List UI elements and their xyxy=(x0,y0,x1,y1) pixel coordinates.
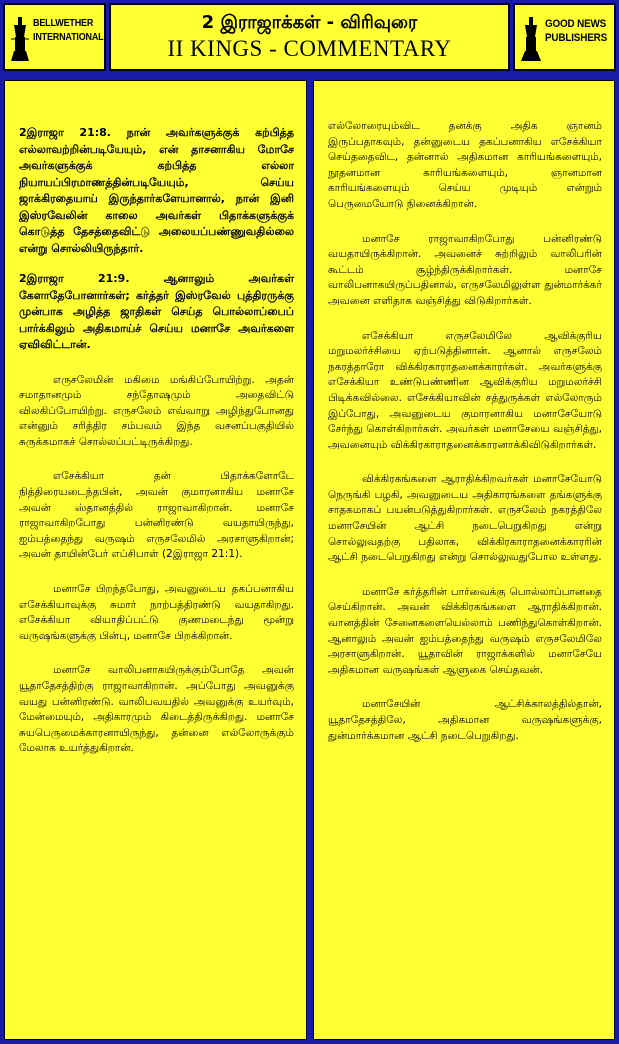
verse-21-9: 2இராஜா 21:9. ஆனாலும் அவர்கள் கேளாதேபோனார்கள்; கர்த்தர் இஸ்ரவேல் புத்திரருக்கு முன்பாக அழித்த ஜாதிகள் செய்த பொல்லாப்பைப் பார்க்கிலும் அதிகமாய்ச் செய்ய மனாசே அவர்களை ஏவிவிட்டான். xyxy=(19,272,294,351)
publisher-logo-left xyxy=(3,3,106,71)
commentary-paragraph: எசேக்கியா தன் பிதாக்களோடே நித்திரையடைந்தபின், அவன் குமாரனாகிய மனாசே அவன் ஸ்தானத்தில் ராஜாவாகிறான். மனாசே ராஜாவாகிறபோது பன்னிரண்டு வயதாயிருந்து, ஐம்பத்தைந்து வருஷம் எருசலேமில் அரசாளுகிறான்; அவன் தாயின்பேர் எப்சிபாள் (2இராஜா 21:1). xyxy=(19,470,294,561)
title-english: II KINGS - COMMENTARY xyxy=(167,36,452,61)
title-box xyxy=(109,3,510,71)
publisher-logo-right xyxy=(513,3,616,71)
verse-21-8: 2இராஜா 21:8. நான் அவர்களுக்குக் கற்பித்த எல்லாவற்றின்படியேயும், என் தாசனாகிய மோசே அவர்களுக்குக் கற்பித்த எல்லா நியாயப்பிரமாணத்தின்படியேயும், செய்ய ஜாக்கிரதையாய் இருந்தார்களேயானால், நான் இனி இஸ்ரவேலின் காலை அவர்கள் பிதாக்களுக்குக் கொடுத்த தேசத்தைவிட்டு அலையப்பண்ணுவதில்லை என்று சொல்லியிருந்தார். xyxy=(19,126,294,255)
commentary-paragraph: மனாசேயின் ஆட்சிக்காலத்தில்தான், யூதாதேசத்திலே, அதிகமான வருஷங்களுக்கு, துன்மார்க்கமான ஆட்சி நடைபெறுகிறது. xyxy=(328,698,602,742)
commentary-paragraph: எல்லோரையும்விட தனக்கு அதிக ஞானம் இருப்பதாகவும், தன்னுடைய தகப்பனாகிய எசேக்கியா செய்ததைவிட, தன்னால் அதிகமான காரியங்களையும், நூதனமான காரியங்களையும், ஞானமான காரியங்களையும் செய்ய முடியும் என்றும் பெருமையோடு நினைக்கிறான். xyxy=(328,120,602,210)
logo-left-line-1: BELLWETHER xyxy=(33,18,94,29)
bell-tower-icon xyxy=(521,17,541,61)
logo-right-line-1: GOOD NEWS xyxy=(545,18,607,30)
title-tamil: 2 இராஜாக்கள் - விரிவுரை xyxy=(201,12,418,33)
commentary-paragraph: மனாசே கர்த்தரின் பார்வைக்கு பொல்லாப்பானதை செய்கிறான். அவன் விக்கிரகங்களை ஆராதிக்கிறான். வானத்தின் சேனைகளையெல்லாம் பணிந்துகொள்கிறான். ஆனாலும் அவன் ஐம்பத்தைந்து வருஷம் எருசலேமிலே அரசாளுகிறான். யூதாவின் ராஜாக்களில் மனாசேயே அதிகமான வருஷங்கள் ஆளுகை செய்தவன். xyxy=(328,585,602,676)
logo-left-line-2: INTERNATIONAL xyxy=(33,32,104,43)
page-header xyxy=(3,3,616,75)
commentary-paragraph: மனாசே வாலிபனாகயிருக்கும்போதே அவன் யூதாதேசத்திற்கு ராஜாவாகிறான். அப்போது அவனுக்கு வயது பன்னிரண்டு. வாலிபவயதில் அவனுக்கு உயர்வும், மேன்மையும், அதிகாரமும் கிடைத்திருக்கிறது. மனாசே சுயபெருமைக்காரனாயிருந்து, தன்னை எல்லோருக்கும் மேலாக உயர்த்துகிறான். xyxy=(19,664,294,755)
commentary-paragraph: விக்கிரகங்களை ஆராதிக்கிறவர்கள் மனாசேயோடு நெருங்கி பழகி, அவனுடைய அதிகாரங்களை தங்களுக்கு சாதகமாகப் பயன்படுத்துகிறார்கள். எருசலேம் நகரத்திலே மனாசேயின் ஆட்சி நடைபெறுகிறது என்று சொல்லுவதற்கு பதிலாக, விக்கிரகாராதனைக்காரரின் ஆட்சி நடைபெறுகிறது என்று சொல்லுவதுபோல உள்ளது. xyxy=(328,473,602,564)
logo-right-line-2: PUBLISHERS xyxy=(545,32,608,44)
commentary-paragraph: எருசலேமின் மகிமை மங்கிப்போயிற்று. அதன் சமாதானமும் சந்தோஷமும் அதைவிட்டு விலகிப்போயிற்று. எருசலேம் எவ்வாறு அழிந்துபோனது என்னும் சரித்திர சம்பவம் இந்த வசனப்பகுதியில் சுருக்கமாகச் சொல்லப்பட்டிருக்கிறது. xyxy=(19,373,294,448)
right-column xyxy=(313,80,615,1040)
commentary-paragraph: எசேக்கியா எருசலேமிலே ஆவிக்குரிய மறுமலர்ச்சியை ஏற்படுத்தினான். ஆனால் எருசலேம் நகரத்தாரோ விக்கிரகாராதனைக்காரர்கள். அவர்களுக்கு எசேக்கியா உண்டுபண்ணின ஆவிக்குரிய மறுமலர்ச்சி பிடிக்கவில்லை. எசேக்கியாவின் சத்துருக்கள் எல்லோரும் இப்போது, அவனுடைய குமாரனாகிய மனாசேயோடு சேர்ந்து கொள்கிறார்கள். அவர்கள் மனாசேயை வஞ்சித்து, அவனையும் விக்கிரகாராதனைக்காரனாக்கிவிடுகிறார்கள். xyxy=(328,329,602,451)
left-column xyxy=(4,80,307,1040)
commentary-paragraph: மனாசே பிறந்தபோது, அவனுடைய தகப்பனாகிய எசேக்கியாவுக்கு சுமார் நாற்பத்திரண்டு வயதாகிறது. எசேக்கியா வியாதிப்பட்டு குணமடைந்து மூன்று வருஷங்களுக்கு பின்பு, மனாசே பிறக்கிறான். xyxy=(19,583,294,642)
commentary-paragraph: மனாசே ராஜாவாகிறபோது பன்னிரண்டு வயதாயிருக்கிறான். அவனைச் சுற்றிலும் வாலிபரின் கூட்டம் சூழ்ந்திருக்கிறார்கள். மனாசே வாலிபனாகயிருப்பதினால், எருசலேமிலுள்ள துன்மார்க்கர் அவனை எளிதாக வஞ்சித்து விடுகிறார்கள். xyxy=(328,232,602,307)
bell-tower-icon xyxy=(11,17,29,61)
